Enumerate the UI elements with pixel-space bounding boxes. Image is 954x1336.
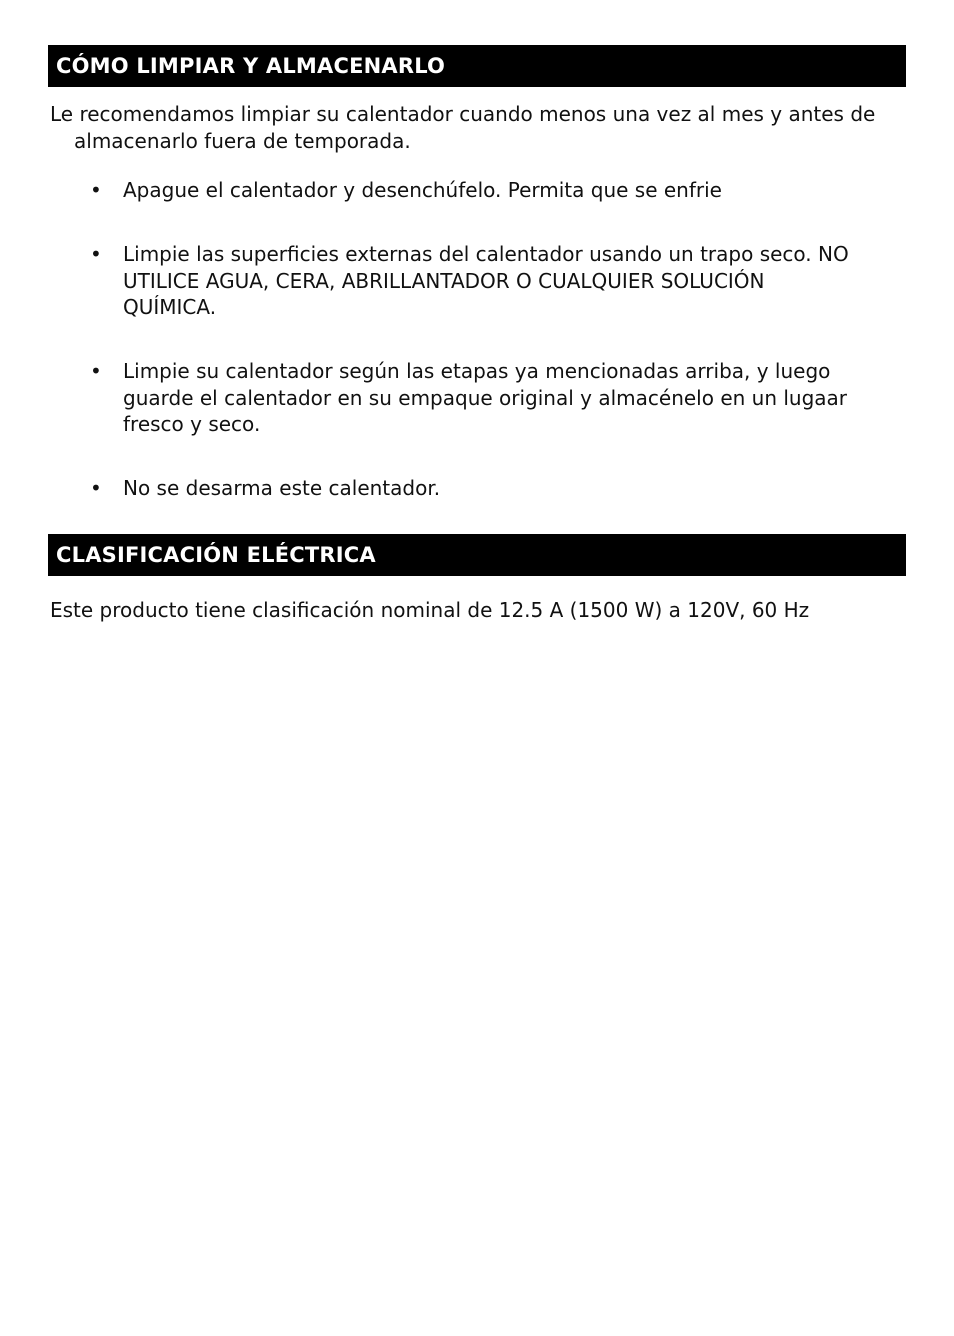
list-item-text: No se desarma este calentador. — [123, 476, 441, 500]
section-heading-cleaning: CÓMO LIMPIAR Y ALMACENARLO — [48, 45, 906, 87]
bullet-icon: • — [90, 178, 102, 202]
list-item — [90, 177, 860, 204]
list-item-text: Apague el calentador y desenchúfelo. Permita que se enfrie — [123, 178, 722, 202]
cleaning-intro-paragraph: Le recomendamos limpiar su calentador cuando menos una vez al mes y antes de almacenarlo fuera de temporada. — [50, 102, 876, 153]
list-item — [90, 358, 860, 438]
bullet-icon: • — [90, 242, 102, 266]
section-heading-electrical-rating: CLASIFICACIÓN ELÉCTRICA — [48, 534, 906, 576]
list-item-text: Limpie las superficies externas del calentador usando un trapo seco. NO UTILICE AGUA, CERA, ABRILLANTADOR O CUALQUIER SOLUCIÓN QUÍMICA. — [123, 242, 849, 319]
bullet-icon: • — [90, 476, 102, 500]
electrical-rating-paragraph: Este producto tiene clasificación nominal de 12.5 A (1500 W) a 120V, 60 Hz — [50, 598, 810, 622]
bullet-icon: • — [90, 359, 102, 383]
list-item — [90, 241, 860, 321]
list-item — [90, 475, 860, 502]
list-item-text: Limpie su calentador según las etapas ya mencionadas arriba, y luego guarde el calentador en su empaque original y almacénelo en un lugaar fresco y seco. — [123, 359, 848, 436]
